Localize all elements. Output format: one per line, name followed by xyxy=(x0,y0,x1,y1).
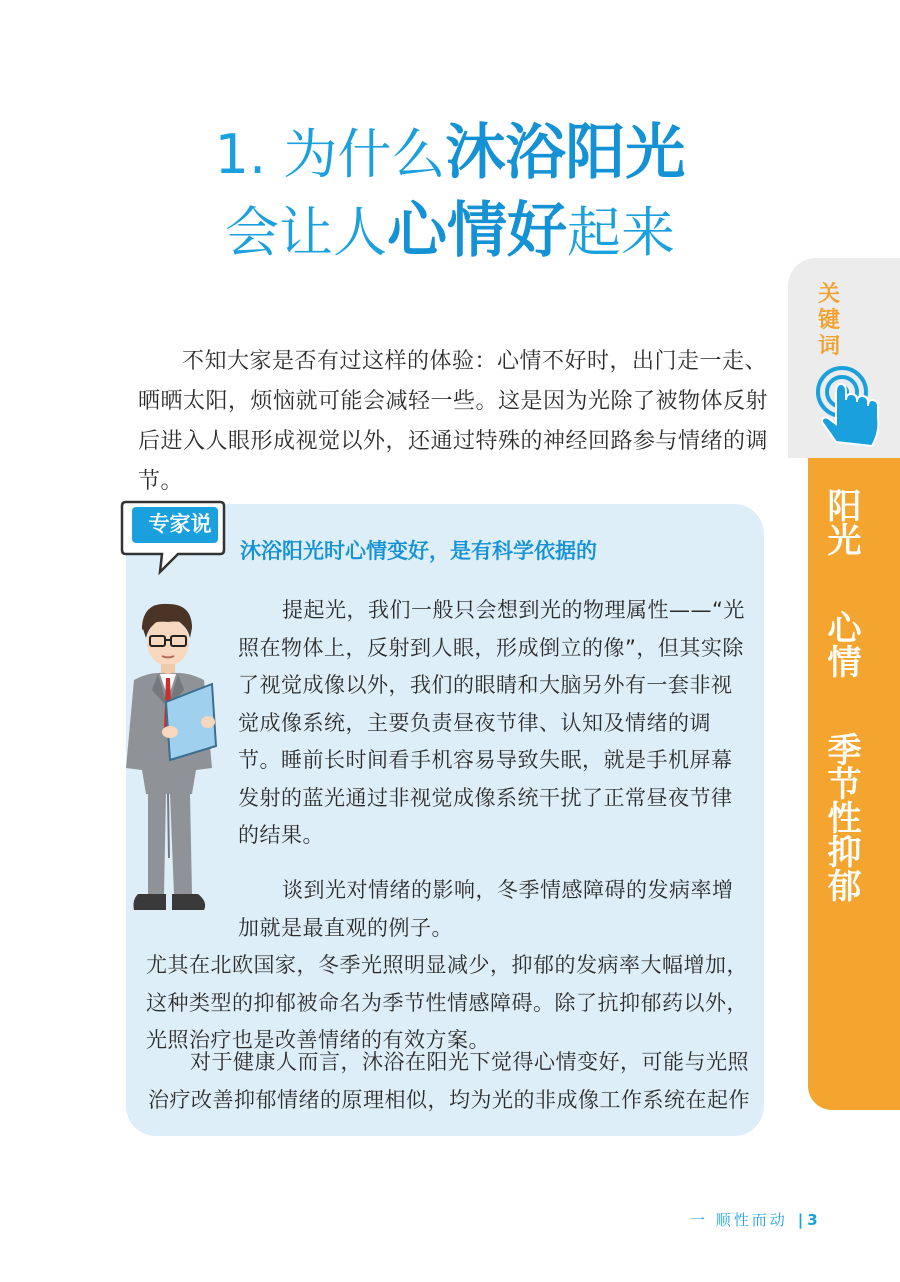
title-prefix-1: 1. 为什么 xyxy=(214,123,446,186)
keyword-text: 季节性抑郁 xyxy=(821,732,861,902)
keyword-mood xyxy=(808,610,874,686)
expert-paragraph-3: 对于健康人而言，沐浴在阳光下觉得心情变好，可能与光照治疗改善抑郁情绪的原理相似，均为光的非成像工作系统在起作 xyxy=(148,1050,750,1112)
keyword-list xyxy=(808,488,874,910)
keyword-sunlight xyxy=(808,488,874,564)
title-prefix-2: 会让人 xyxy=(225,201,387,264)
footer-divider: | xyxy=(797,1211,804,1229)
tap-hand-icon xyxy=(806,362,892,452)
title-highlight-2: 心情好 xyxy=(387,196,567,266)
paragraph-2-first: 谈到光对情绪的影响，冬季情感障碍的发病率增加就是最直观的例子。 xyxy=(238,878,734,940)
keyword-label: 关键词 xyxy=(817,282,840,359)
title-highlight-1: 沐浴阳光 xyxy=(445,118,686,188)
expert-paragraph-2 xyxy=(146,872,752,1060)
expert-badge: 专家说 xyxy=(148,512,212,536)
page-number: 3 xyxy=(807,1211,818,1229)
keyword-text: 心情 xyxy=(821,610,861,678)
intro-paragraph: 不知大家是否有过这样的体验：心情不好时，出门走一走、晒晒太阳，烦恼就可能会减轻一些。这是因为光除了被物体反射后进入人眼形成视觉以外，还通过特殊的神经回路参与情绪的调节。 xyxy=(138,349,769,494)
footer-section: 一 顺性而动 xyxy=(690,1211,788,1229)
title-suffix-2: 起来 xyxy=(567,201,675,264)
expert-paragraph-1: 提起光，我们一般只会想到光的物理属性——“光照在物体上，反射到人眼，形成倒立的像”，但其实除了视觉成像以外，我们的眼睛和大脑另外有一套非视觉成像系统，主要负责昼夜节律、认知及情绪的调节。睡前长时间看手机容易导致失眠，就是手机屏幕发射的蓝光通过非视觉成像系统干扰了正常昼夜节律的结果。 xyxy=(238,598,745,847)
page-title-line-1 xyxy=(0,118,900,190)
expert-subtitle: 沐浴阳光时心情变好，是有科学依据的 xyxy=(240,539,597,563)
paragraph-2-rest: 尤其在北欧国家，冬季光照明显减少，抑郁的发病率大幅增加，这种类型的抑郁被命名为季节性情感障碍。除了抗抑郁药以外，光照治疗也是改善情绪的有效方案。 xyxy=(146,953,748,1052)
page-title-line-2 xyxy=(0,196,900,268)
keyword-seasonal-depression xyxy=(808,732,874,910)
keyword-text: 阳光 xyxy=(821,488,861,556)
page-footer xyxy=(690,1209,870,1230)
